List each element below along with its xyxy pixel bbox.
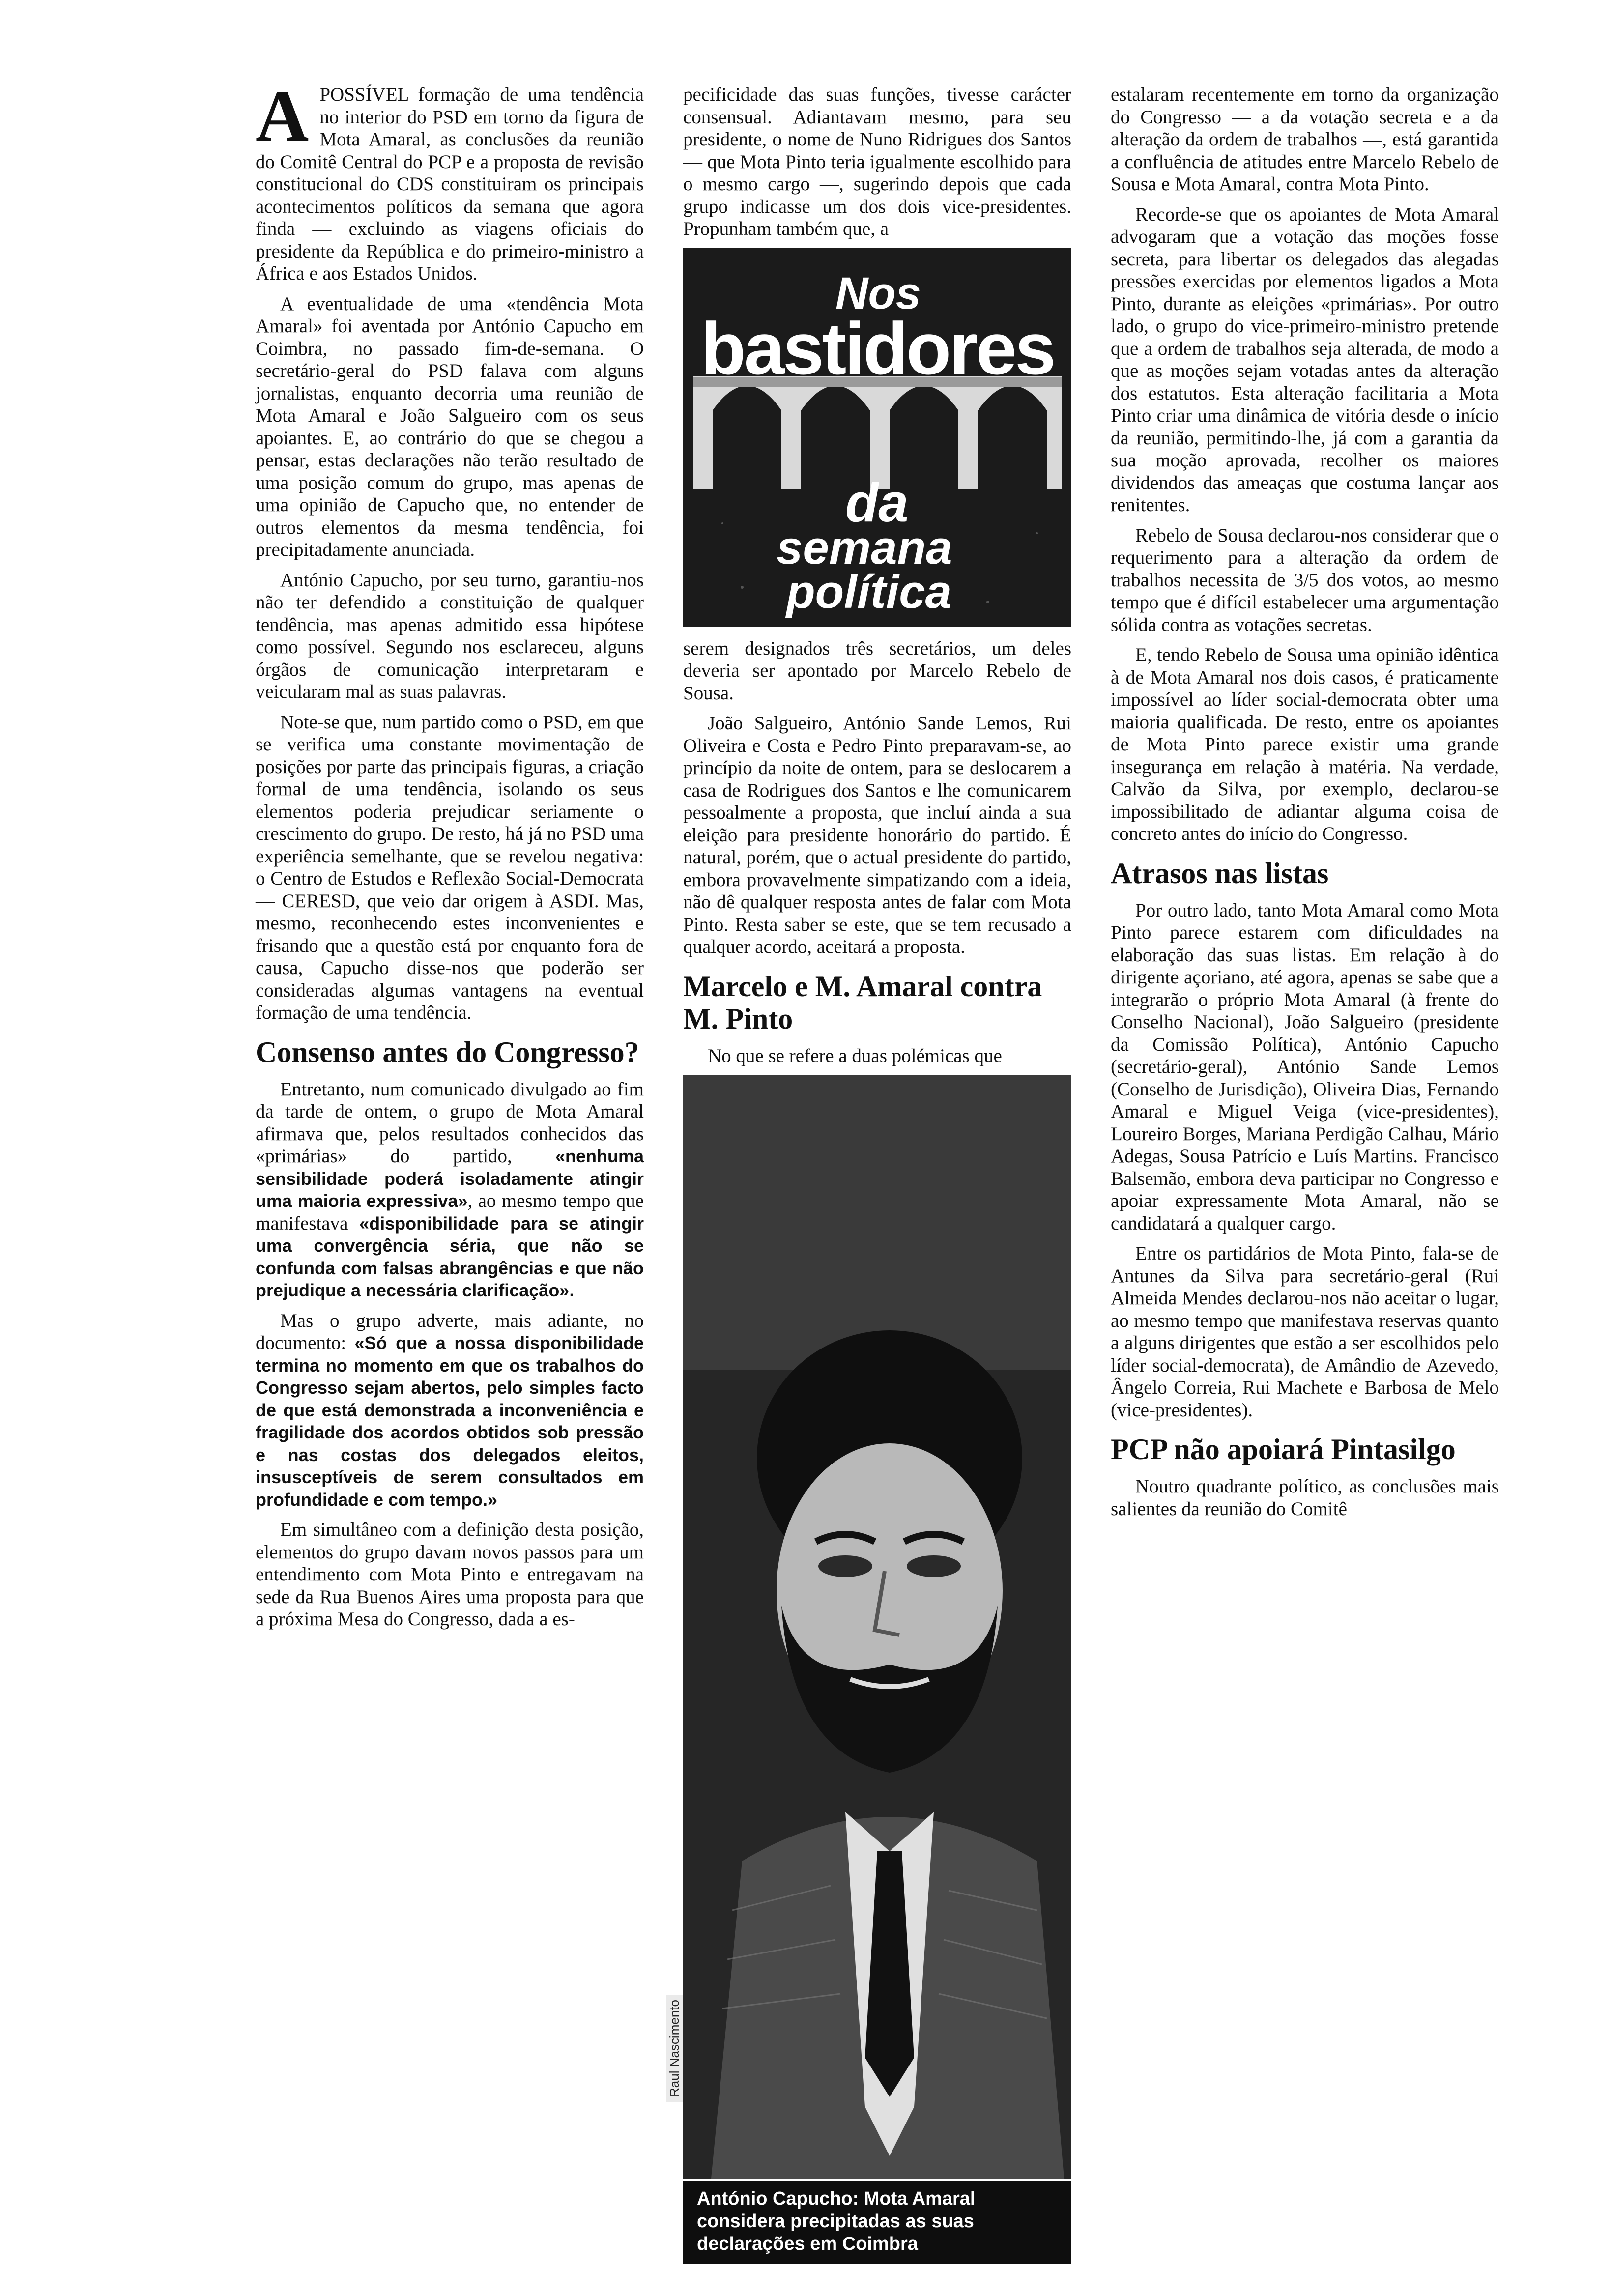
- subheading-pcp: PCP não apoiará Pintasilgo: [1111, 1433, 1456, 1465]
- masthead-word-semana: semana: [777, 521, 952, 574]
- quote-bold: «Só que a nossa disponibilidade termina no momento em que os trabalhos do Congresso sejam abertos, pelo simples facto de que está demonstrada a inconveniência e fragilidade dos acordos obtidos sob pressão e nas costas dos delegados eleitos, insusceptíveis de serem consultados em profundidade e com tempo.»: [256, 1333, 644, 1510]
- photo-caption: António Capucho: Mota Amaral considera precipitadas as suas declarações em Coimbra: [683, 2179, 1071, 2264]
- quote-bold: «disponibilidade para se atingir uma convergência séria, que não se confunda com falsas abrangências e que não prejudique a necessária clarificação».: [256, 1213, 644, 1300]
- paragraph: João Salgueiro, António Sande Lemos, Rui Oliveira e Costa e Pedro Pinto preparavam-se, ao princípio da noite de ontem, para se deslocarem a casa de Rodrigues dos Santos e lhe comunicarem pessoalmente a proposta, que incluí ainda a sua eleição para presidente honorário do partido. É natural, porém, que o actual presidente do partido, embora provavelmente simpatizando com a ideia, não dê qualquer resposta antes de falar com Mota Pinto. Resta saber se este, que se tem recusado a qualquer acordo, aceitará a proposta.: [683, 713, 1071, 957]
- paragraph: Recorde-se que os apoiantes de Mota Amaral advogaram que a votação das moções fosse secreta, para libertar os delegados das alegadas pressões exercidas por elementos ligados a Mota Pinto, durante as eleições «primárias». Por outro lado, o grupo do vice-primeiro-ministro pretende que a ordem de trabalhos seja alterada, de modo a que as moções sejam votadas antes da alteração dos estatutos. Esta alteração facilitaria a Mota Pinto criar uma dinâmica de vitória desde o início da reunião, permitindo-lhe, já com a garantia da sua moção aprovada, recolher os maiores dividendos das ameaças que costuma lançar aos renitentes.: [1111, 203, 1499, 516]
- text-run: Entretanto, num comunicado divulgado ao fim da tarde de ontem, o grupo de Mota Amaral afirmava que, pelos resultados conhecidos das «primárias» do partido,: [256, 1078, 644, 1167]
- paragraph: Note-se que, num partido como o PSD, em que se verifica uma constante movimentação de posições por parte das principais figuras, a criação formal de uma tendência, isolando os seus elementos poderia prejudicar seriamente o crescimento do grupo. De resto, há já no PSD uma experiência semelhante, que se revelou negativa: o Centro de Estudos e Reflexão Social-Democrata — CERESD, que veio dar origem à ASDI. Mas, mesmo, reconhecendo estes inconvenientes e frisando que a questão está por enquanto fora de causa, Capucho disse-nos que poderão ser consideradas algumas vantagens na eventual formação de uma tendência.: [256, 711, 644, 1023]
- article-column-1: [256, 75, 644, 1638]
- paragraph: Rebelo de Sousa declarou-nos considerar que o requerimento para a alteração da ordem de trabalhos necessita de 3/5 dos votos, ao mesmo tempo que é difícil estabelecer uma argumentação sólida contra as votações secretas.: [1111, 524, 1499, 635]
- paragraph: serem designados três secretários, um deles deveria ser apontado por Marcelo Rebelo de Sousa.: [683, 637, 1071, 704]
- paragraph: Por outro lado, tanto Mota Amaral como Mota Pinto parece estarem com dificuldades na elaboração das suas listas. Em relação à do dirigente açoriano, até agora, apenas se sabe que a integrarão o próprio Mota Amaral (à frente do Conselho Nacional), João Salgueiro (presidente da Comissão Política), António Capucho (secretário-geral), António Sande Lemos (Conselho de Jurisdição), Oliveira Dias, Fernando Amaral e Miguel Veiga (vice-presidentes), Loureiro Borges, Mariana Perdigão Calhau, Mário Adegas, Sousa Patrício e Luís Martins. Francisco Balsemão, embora deva participar no Congresso e apoiar expressamente Mota Amaral, não se candidatará a qualquer cargo.: [1111, 899, 1499, 1234]
- lead-paragraph-block: [256, 75, 644, 285]
- masthead-word-nos: Nos: [835, 268, 921, 318]
- masthead-word-da: da: [845, 472, 909, 533]
- subheading-atrasos: Atrasos nas listas: [1111, 857, 1329, 890]
- section-masthead: [683, 248, 1071, 627]
- paragraph: Em simultâneo com a definição desta posição, elementos do grupo davam novos passos para um entendimento com Mota Pinto e entregavam na sede da Rua Buenos Aires uma proposta para que a próxima Mesa do Congresso, dada a es-: [256, 1519, 644, 1630]
- text-run: , ao mesmo tempo que manifestava: [256, 1190, 644, 1234]
- portrait-illustration: [683, 1075, 1071, 2264]
- paragraph-with-quotes: [256, 1078, 644, 1302]
- portrait-photo: [667, 1075, 1071, 2264]
- paragraph: pecificidade das suas funções, tivesse carácter consensual. Adiantavam mesmo, para seu presidente, o nome de Nuno Ridrigues dos Santos — que Mota Pinto teria igualmente escolhido para o mesmo cargo —, sugerindo depois que cada grupo indicasse um dos dois vice-presidentes. Propunham também que, a: [683, 84, 1071, 239]
- drop-cap: A: [256, 75, 309, 157]
- subheading-consenso: Consenso antes do Congresso?: [256, 1035, 639, 1068]
- article-column-3: [1111, 84, 1499, 1528]
- paragraph: estalaram recentemente em torno da organização do Congresso — a da votação secreta e a da alteração da ordem de trabalhos —, está garantida a confluência de atitudes entre Marcelo Rebelo de Sousa e Mota Amaral, contra Mota Pinto.: [1111, 84, 1499, 195]
- paragraph: E, tendo Rebelo de Sousa uma opinião idêntica à de Mota Amaral nos dois casos, é praticamente impossível ao líder social-democrata obter uma maioria qualificada. De resto, entre os apoiantes de Mota Pinto parece existir uma grande insegurança em relação à matéria. Na verdade, Calvão da Silva, por exemplo, declarou-se impossibilitado de adiantar alguma coisa de concreto antes do início do Congresso.: [1111, 644, 1499, 844]
- subheading-marcelo: Marcelo e M. Amaral contra M. Pinto: [683, 970, 1042, 1035]
- quote-bold: «nenhuma sensibilidade poderá isoladamente atingir uma maioria expressiva»: [256, 1146, 644, 1211]
- masthead-word-politica: política: [786, 565, 952, 618]
- paragraph-with-quotes: [256, 1310, 644, 1511]
- paragraph: Noutro quadrante político, as conclusões mais salientes da reunião do Comitê: [1111, 1476, 1499, 1520]
- paragraph: A eventualidade de uma «tendência Mota Amaral» foi aventada por António Capucho em Coimbra, no passado fim-de-semana. O secretário-geral do PSD falava com alguns jornalistas, enquanto decorria uma reunião de Mota Amaral e João Salgueiro com os seus apoiantes. E, ao contrário do que se chegou a pensar, estas declarações não terão resultado de uma posição comum do grupo, mas apenas de uma opinião de Capucho que, no entender de outros elementos da mesma tendência, foi precipitadamente anunciada.: [256, 293, 644, 560]
- masthead-word-bastidores: bastidores: [701, 307, 1054, 390]
- photo-credit: Raul Nascimento: [666, 1995, 683, 2102]
- article-column-2: [667, 84, 1071, 2264]
- paragraph: Entre os partidários de Mota Pinto, fala-se de Antunes da Silva para secretário-geral (Rui Almeida Mendes declarou-nos não aceitar o lugar, ao mesmo tempo que manifestava reservas quanto a alguns dirigentes que estão a ser escolhidos pelo líder social-democrata), de Amândio de Azevedo, Ângelo Correia, Rui Machete e Barbosa de Melo (vice-presidentes).: [1111, 1243, 1499, 1421]
- text-run: Mas o grupo adverte, mais adiante, no documento:: [256, 1310, 644, 1353]
- paragraph: No que se refere a duas polémicas que: [708, 1045, 1002, 1066]
- paragraph: António Capucho, por seu turno, garantiu-nos não ter defendido a constituição de qualquer tendência, mas apenas admitido essa hipótese como possível. Segundo nos esclareceu, alguns órgãos de comunicação interpretaram e veicularam mal as suas palavras.: [256, 569, 644, 702]
- lead-paragraph: POSSÍVEL formação de uma tendência no interior do PSD em torno da figura de Mota Amaral, as conclusões da reunião do Comitê Central do PCP e a proposta de revisão constitucional do CDS constituiram os principais acontecimentos políticos da semana que agora finda — excluindo as viagens oficiais do presidente da República e do primeiro-ministro a África e aos Estados Unidos.: [256, 84, 644, 284]
